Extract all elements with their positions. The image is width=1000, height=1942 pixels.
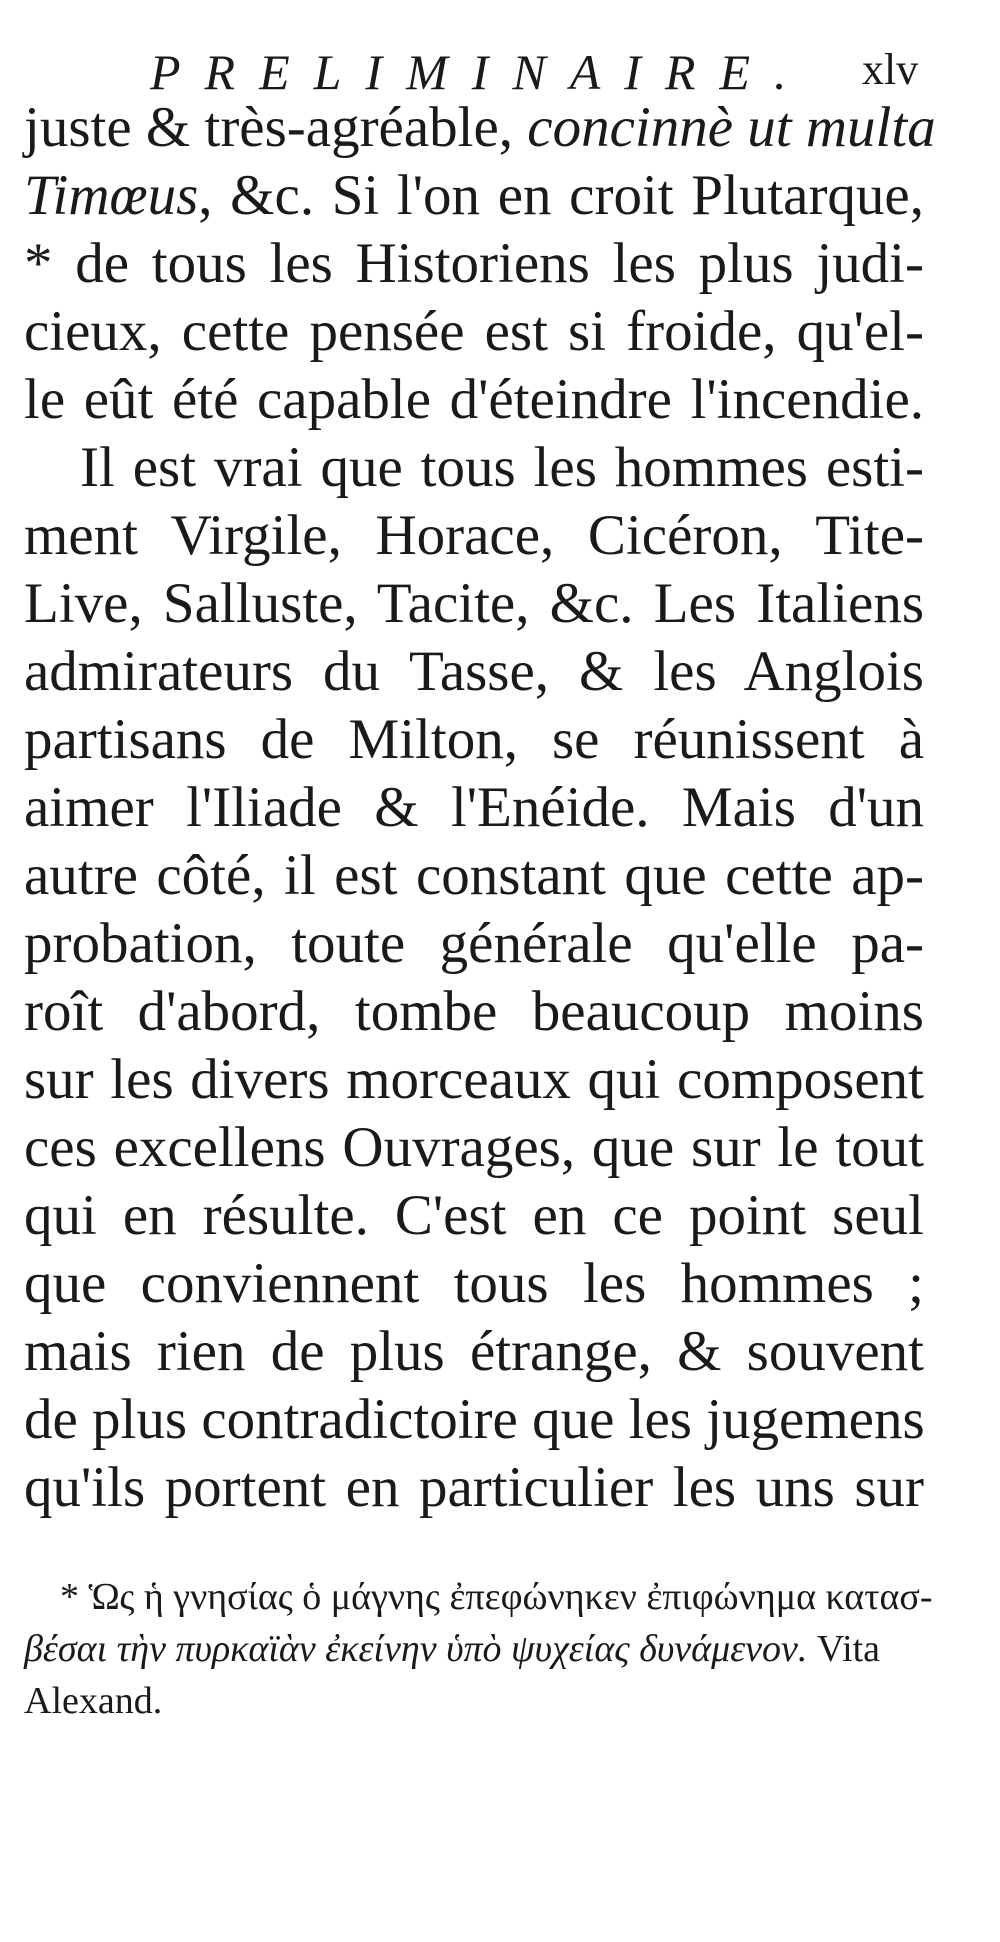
text-line: * de tous les Historiens les plus judi- [24, 232, 924, 295]
text-line: admirateurs du Tasse, & les Anglois [24, 640, 924, 703]
footnote-line: * Ὡς ἡ γνησίας ὁ μάγνης ἐπεφώνηκεν ἐπιφώνημα κατασ- [60, 1576, 933, 1618]
text-line: Live, Salluste, Tacite, &c. Les Italiens [24, 572, 924, 635]
text-line: autre côté, il est constant que cette ap- [24, 844, 924, 907]
text-line: juste & très-agréable, concinnè ut multa [24, 96, 936, 159]
text-line: ces excellens Ouvrages, que sur le tout [24, 1116, 924, 1179]
text-line: sur les divers morceaux qui composent [24, 1048, 924, 1111]
text-line: Il est vrai que tous les hommes esti- [80, 436, 924, 499]
text-line: le eût été capable d'éteindre l'incendie. [24, 368, 924, 431]
text-line: ment Virgile, Horace, Cicéron, Tite- [24, 504, 924, 567]
text-line: roît d'abord, tombe beaucoup moins [24, 980, 924, 1043]
text-line: qu'ils portent en particulier les uns sur [24, 1456, 924, 1519]
text-line: cieux, cette pensée est si froide, qu'el- [24, 300, 924, 363]
footnote-line: βέσαι τὴν πυρκαϊὰν ἐκείνην ὑπὸ ψυχείας δυνάμενον. Vita [24, 1628, 881, 1670]
text-line: probation, toute générale qu'elle pa- [24, 912, 924, 975]
running-head: PRELIMINAIRE. [150, 44, 811, 100]
text-line: de plus contradictoire que les jugemens [24, 1388, 925, 1451]
text-line: aimer l'Iliade & l'Enéide. Mais d'un [24, 776, 924, 839]
text-line: Timœus, &c. Si l'on en croit Plutarque, [24, 164, 924, 227]
text-line: mais rien de plus étrange, & souvent [24, 1320, 924, 1383]
text-line: qui en résulte. C'est en ce point seul [24, 1184, 924, 1247]
text-line: que conviennent tous les hommes ; [24, 1252, 924, 1315]
page-number: xlv [862, 45, 919, 94]
footnote-line: Alexand. [24, 1680, 163, 1722]
text-line: partisans de Milton, se réunissent à [24, 708, 924, 771]
